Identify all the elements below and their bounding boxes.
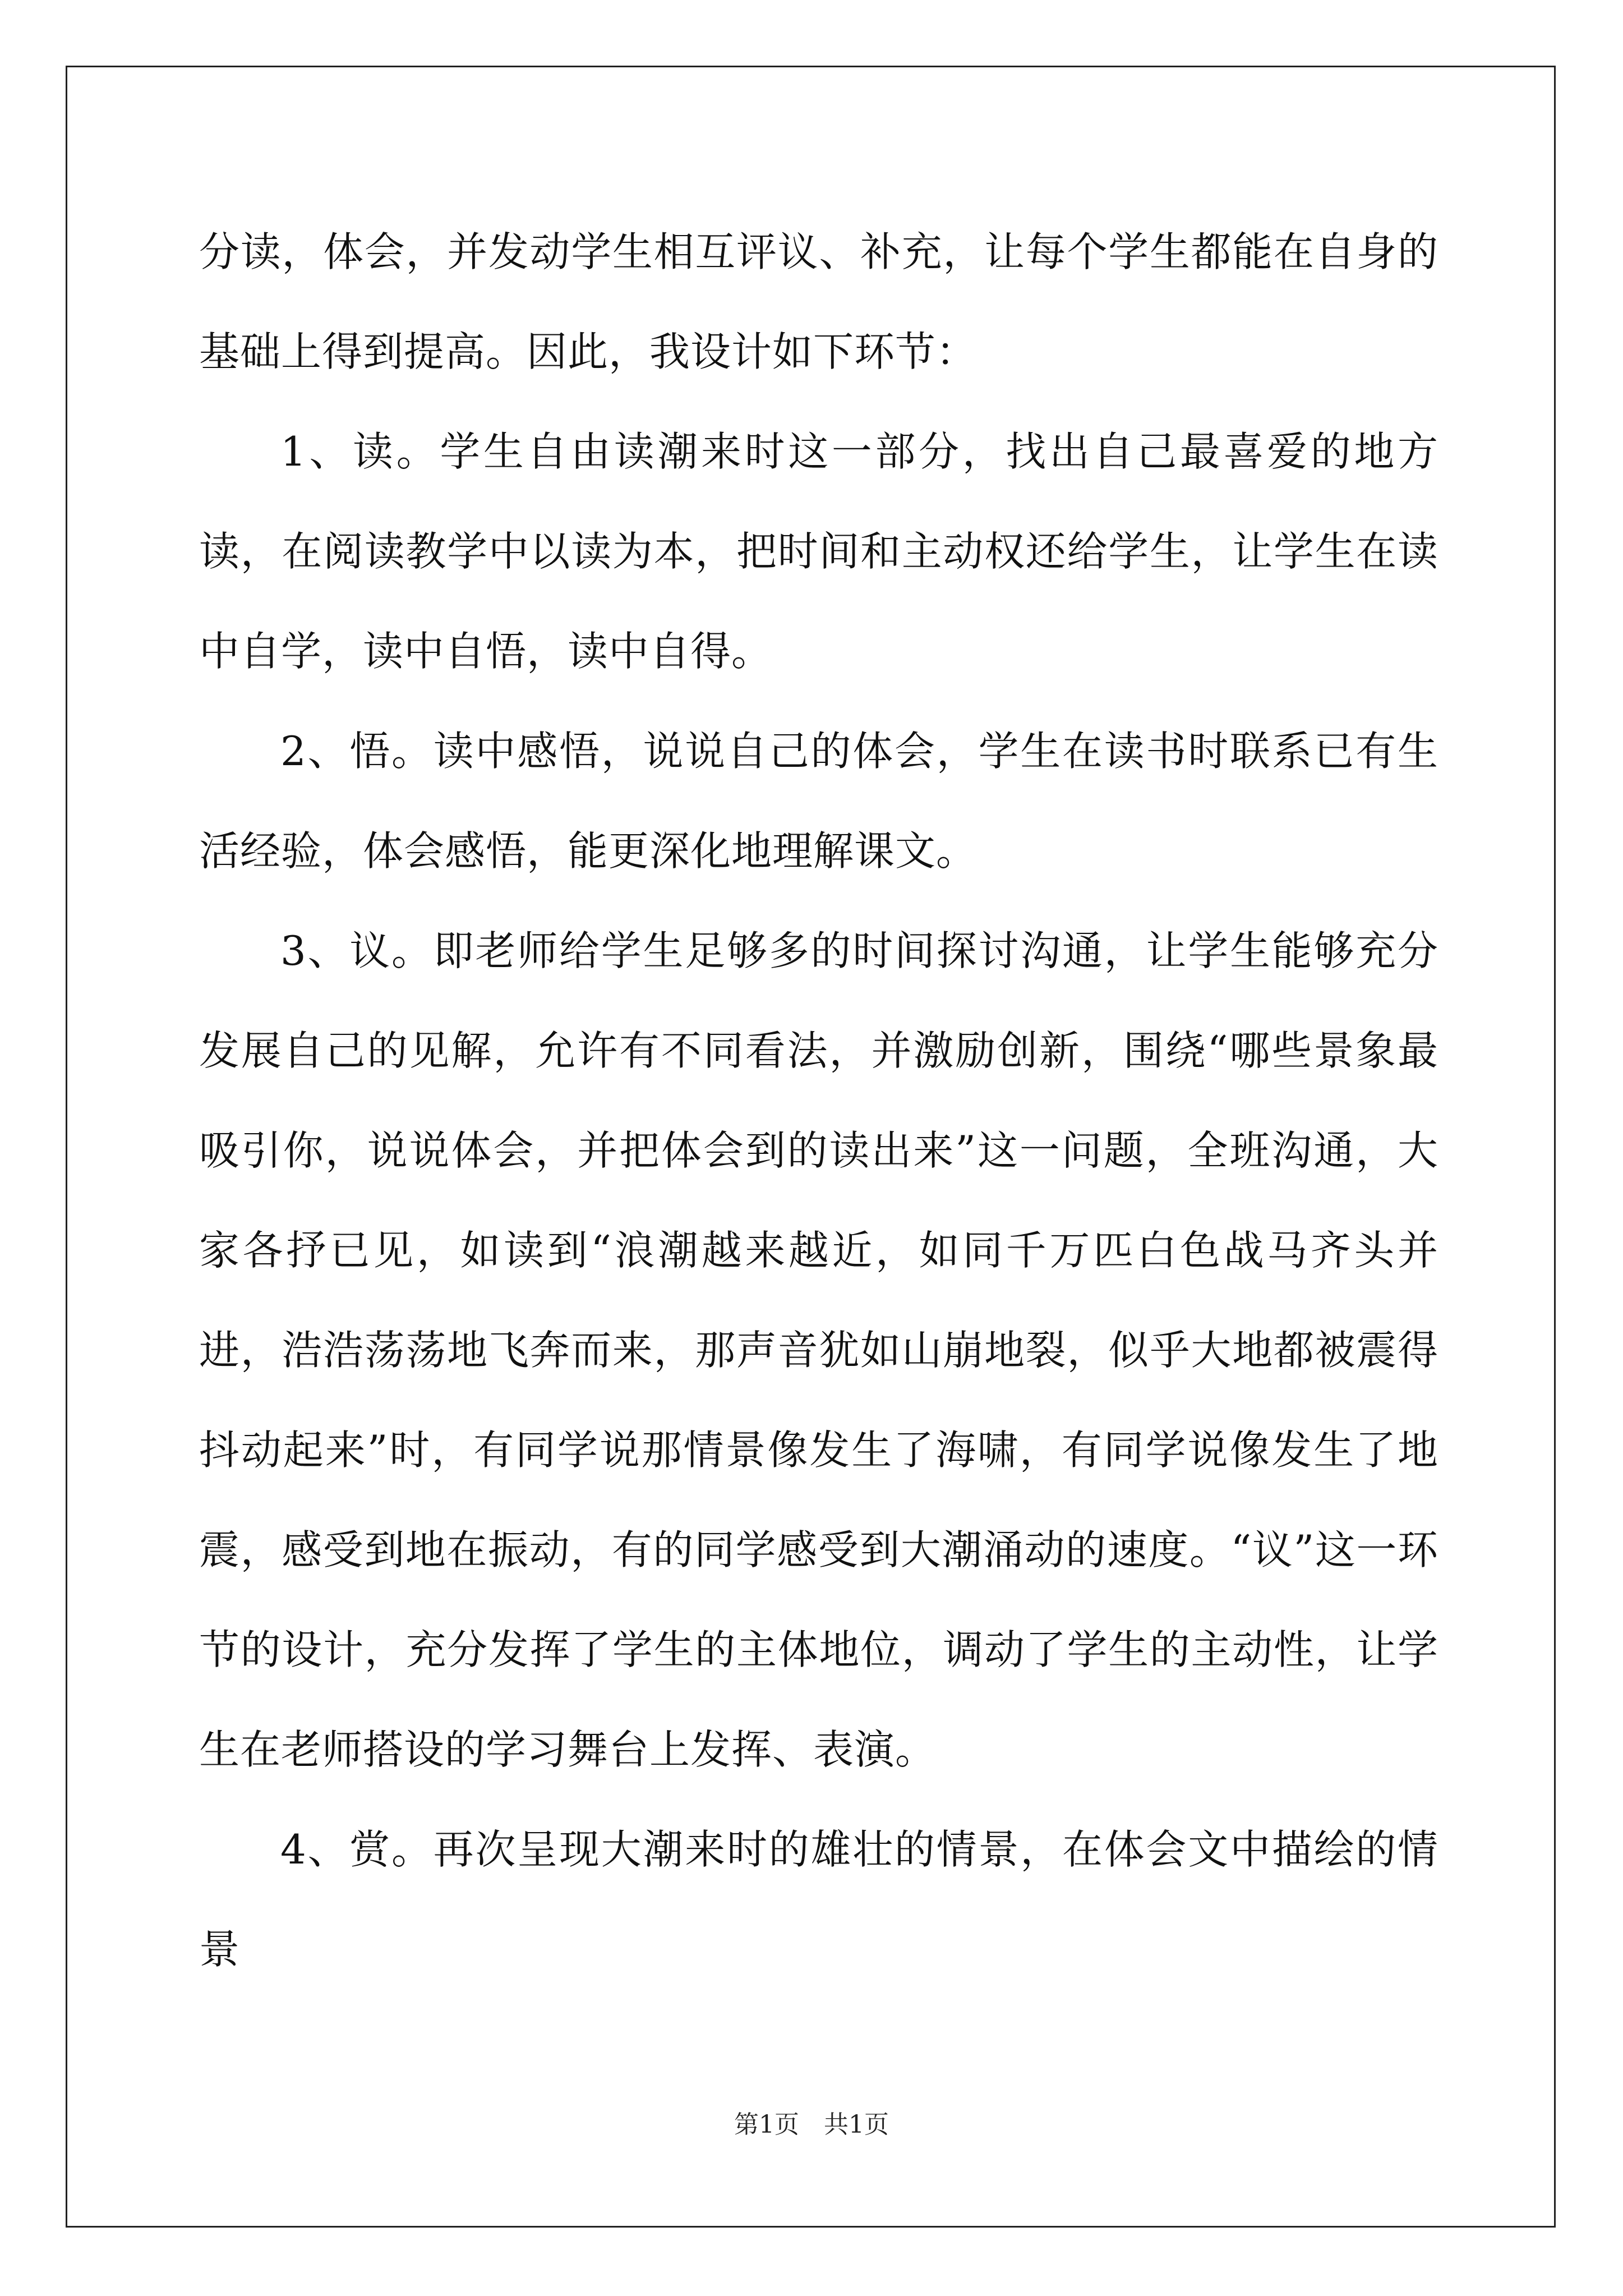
paragraph-4: 3、议。即老师给学生足够多的时间探讨沟通，让学生能够充分发展自己的见解，允许有不同看法，并激励创新，围绕“哪些景象最吸引你，说说体会，并把体会到的读出来”这一问题，全班沟通，大家各抒已见，如读到“浪潮越来越近，如同千万匹白色战马齐头并进，浩浩荡荡地飞奔而来，那声音犹如山崩地裂，似乎大地都被震得抖动起来”时，有同学说那情景像发生了海啸，有同学说像发生了地震，感受到地在振动，有的同学感受到大潮涌动的速度。“议”这一环节的设计，充分发挥了学生的主体地位，调动了学生的主动性，让学生在老师搭设的学习舞台上发挥、表演。 <box>199 927 1438 1773</box>
paragraph-2: 1、读。学生自由读潮来时这一部分，找出自己最喜爱的地方读，在阅读教学中以读为本，把时间和主动权还给学生，让学生在读中自学，读中自悟，读中自得。 <box>199 428 1438 675</box>
paragraph-1: 分读，体会，并发动学生相互评议、补充，让每个学生都能在自身的基础上得到提高。因此，我设计如下环节： <box>199 228 1438 375</box>
paragraph-5: 4、赏。再次呈现大潮来时的雄壮的情景，在体会文中描绘的情景 <box>199 1826 1438 1973</box>
page-footer: 第1页 共1页 <box>734 2110 889 2139</box>
document-body <box>199 202 1438 1999</box>
paragraph-3: 2、悟。读中感悟，说说自己的体会，学生在读书时联系已有生活经验，体会感悟，能更深化地理解课文。 <box>199 728 1438 875</box>
